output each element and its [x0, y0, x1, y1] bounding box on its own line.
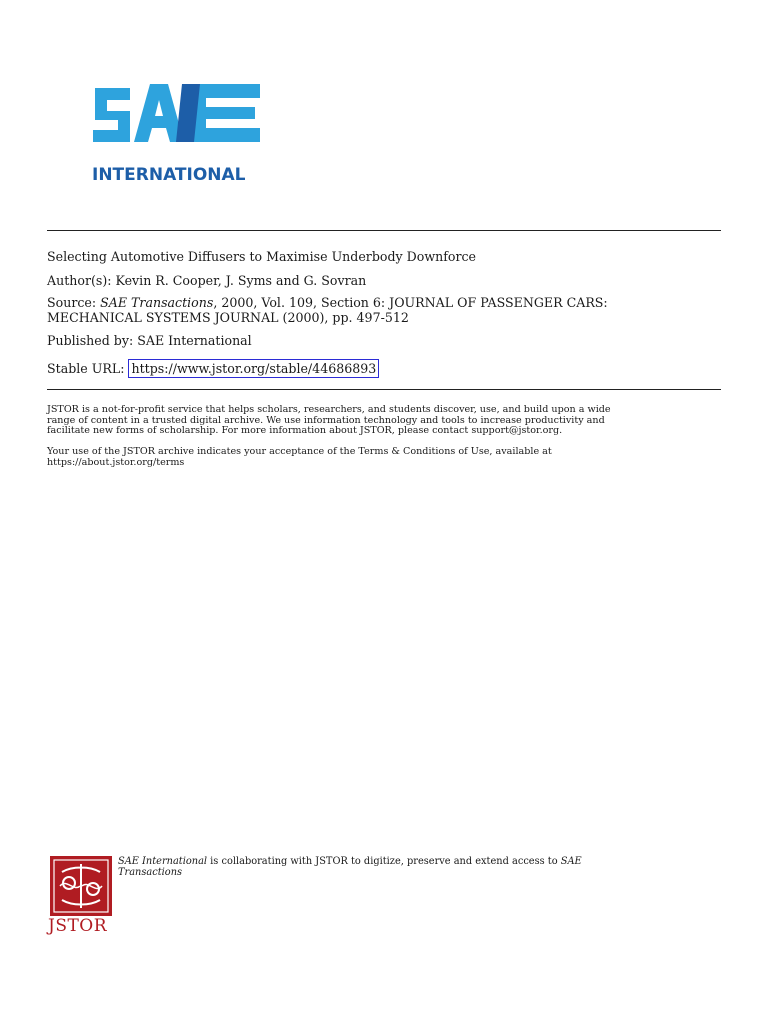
published-label: Published by: [47, 333, 134, 348]
section-divider [47, 389, 721, 390]
terms-notice-line: Your use of the JSTOR archive indicates your acceptance of the Terms & Conditions of Use, available at [47, 446, 552, 457]
jstor-notice-line: JSTOR is a not-for-profit service that helps scholars, researchers, and students discover, use, and build upon a wide [47, 404, 611, 415]
header-divider [47, 230, 721, 231]
collaboration-statement [118, 856, 718, 878]
sae-international-logo [90, 80, 275, 185]
article-authors [47, 273, 366, 288]
terms-notice [47, 447, 727, 468]
jstor-notice-line: facilitate new forms of scholarship. For more information about JSTOR, please contact support@jstor.org. [47, 425, 563, 436]
collab-text: is collaborating with JSTOR to digitize, preserve and extend access to [207, 856, 561, 867]
jstor-wordmark: JSTOR [48, 916, 108, 936]
source-details-continued: MECHANICAL SYSTEMS JOURNAL (2000), pp. 497-512 [47, 310, 409, 325]
source-label: Source: [47, 295, 97, 310]
collab-target-continued: Transactions [118, 867, 183, 878]
stable-url-link[interactable]: https://www.jstor.org/stable/44686893 [128, 359, 379, 378]
terms-link[interactable]: https://about.jstor.org/terms [47, 456, 185, 468]
collab-target: SAE [560, 856, 582, 867]
jstor-logo-icon [50, 856, 112, 916]
jstor-notice [47, 405, 727, 437]
article-source [47, 295, 608, 310]
stable-url-label: Stable URL: [47, 361, 125, 376]
authors-label: Author(s): [47, 273, 112, 288]
authors-value: Kevin R. Cooper, J. Syms and G. Sovran [115, 273, 367, 288]
stable-url-row [47, 361, 379, 376]
source-journal: SAE Transactions [100, 295, 214, 310]
partner-name: SAE International [118, 856, 208, 867]
source-details: , 2000, Vol. 109, Section 6: JOURNAL OF PASSENGER CARS: [213, 295, 608, 310]
jstor-notice-line: range of content in a trusted digital archive. We use information technology and tools to increase productivity and [47, 414, 605, 426]
svg-text:INTERNATIONAL: INTERNATIONAL [92, 165, 246, 185]
article-title: Selecting Automotive Diffusers to Maximise Underbody Downforce [47, 249, 476, 264]
article-publisher [47, 333, 252, 348]
publisher-value: SAE International [137, 333, 252, 348]
